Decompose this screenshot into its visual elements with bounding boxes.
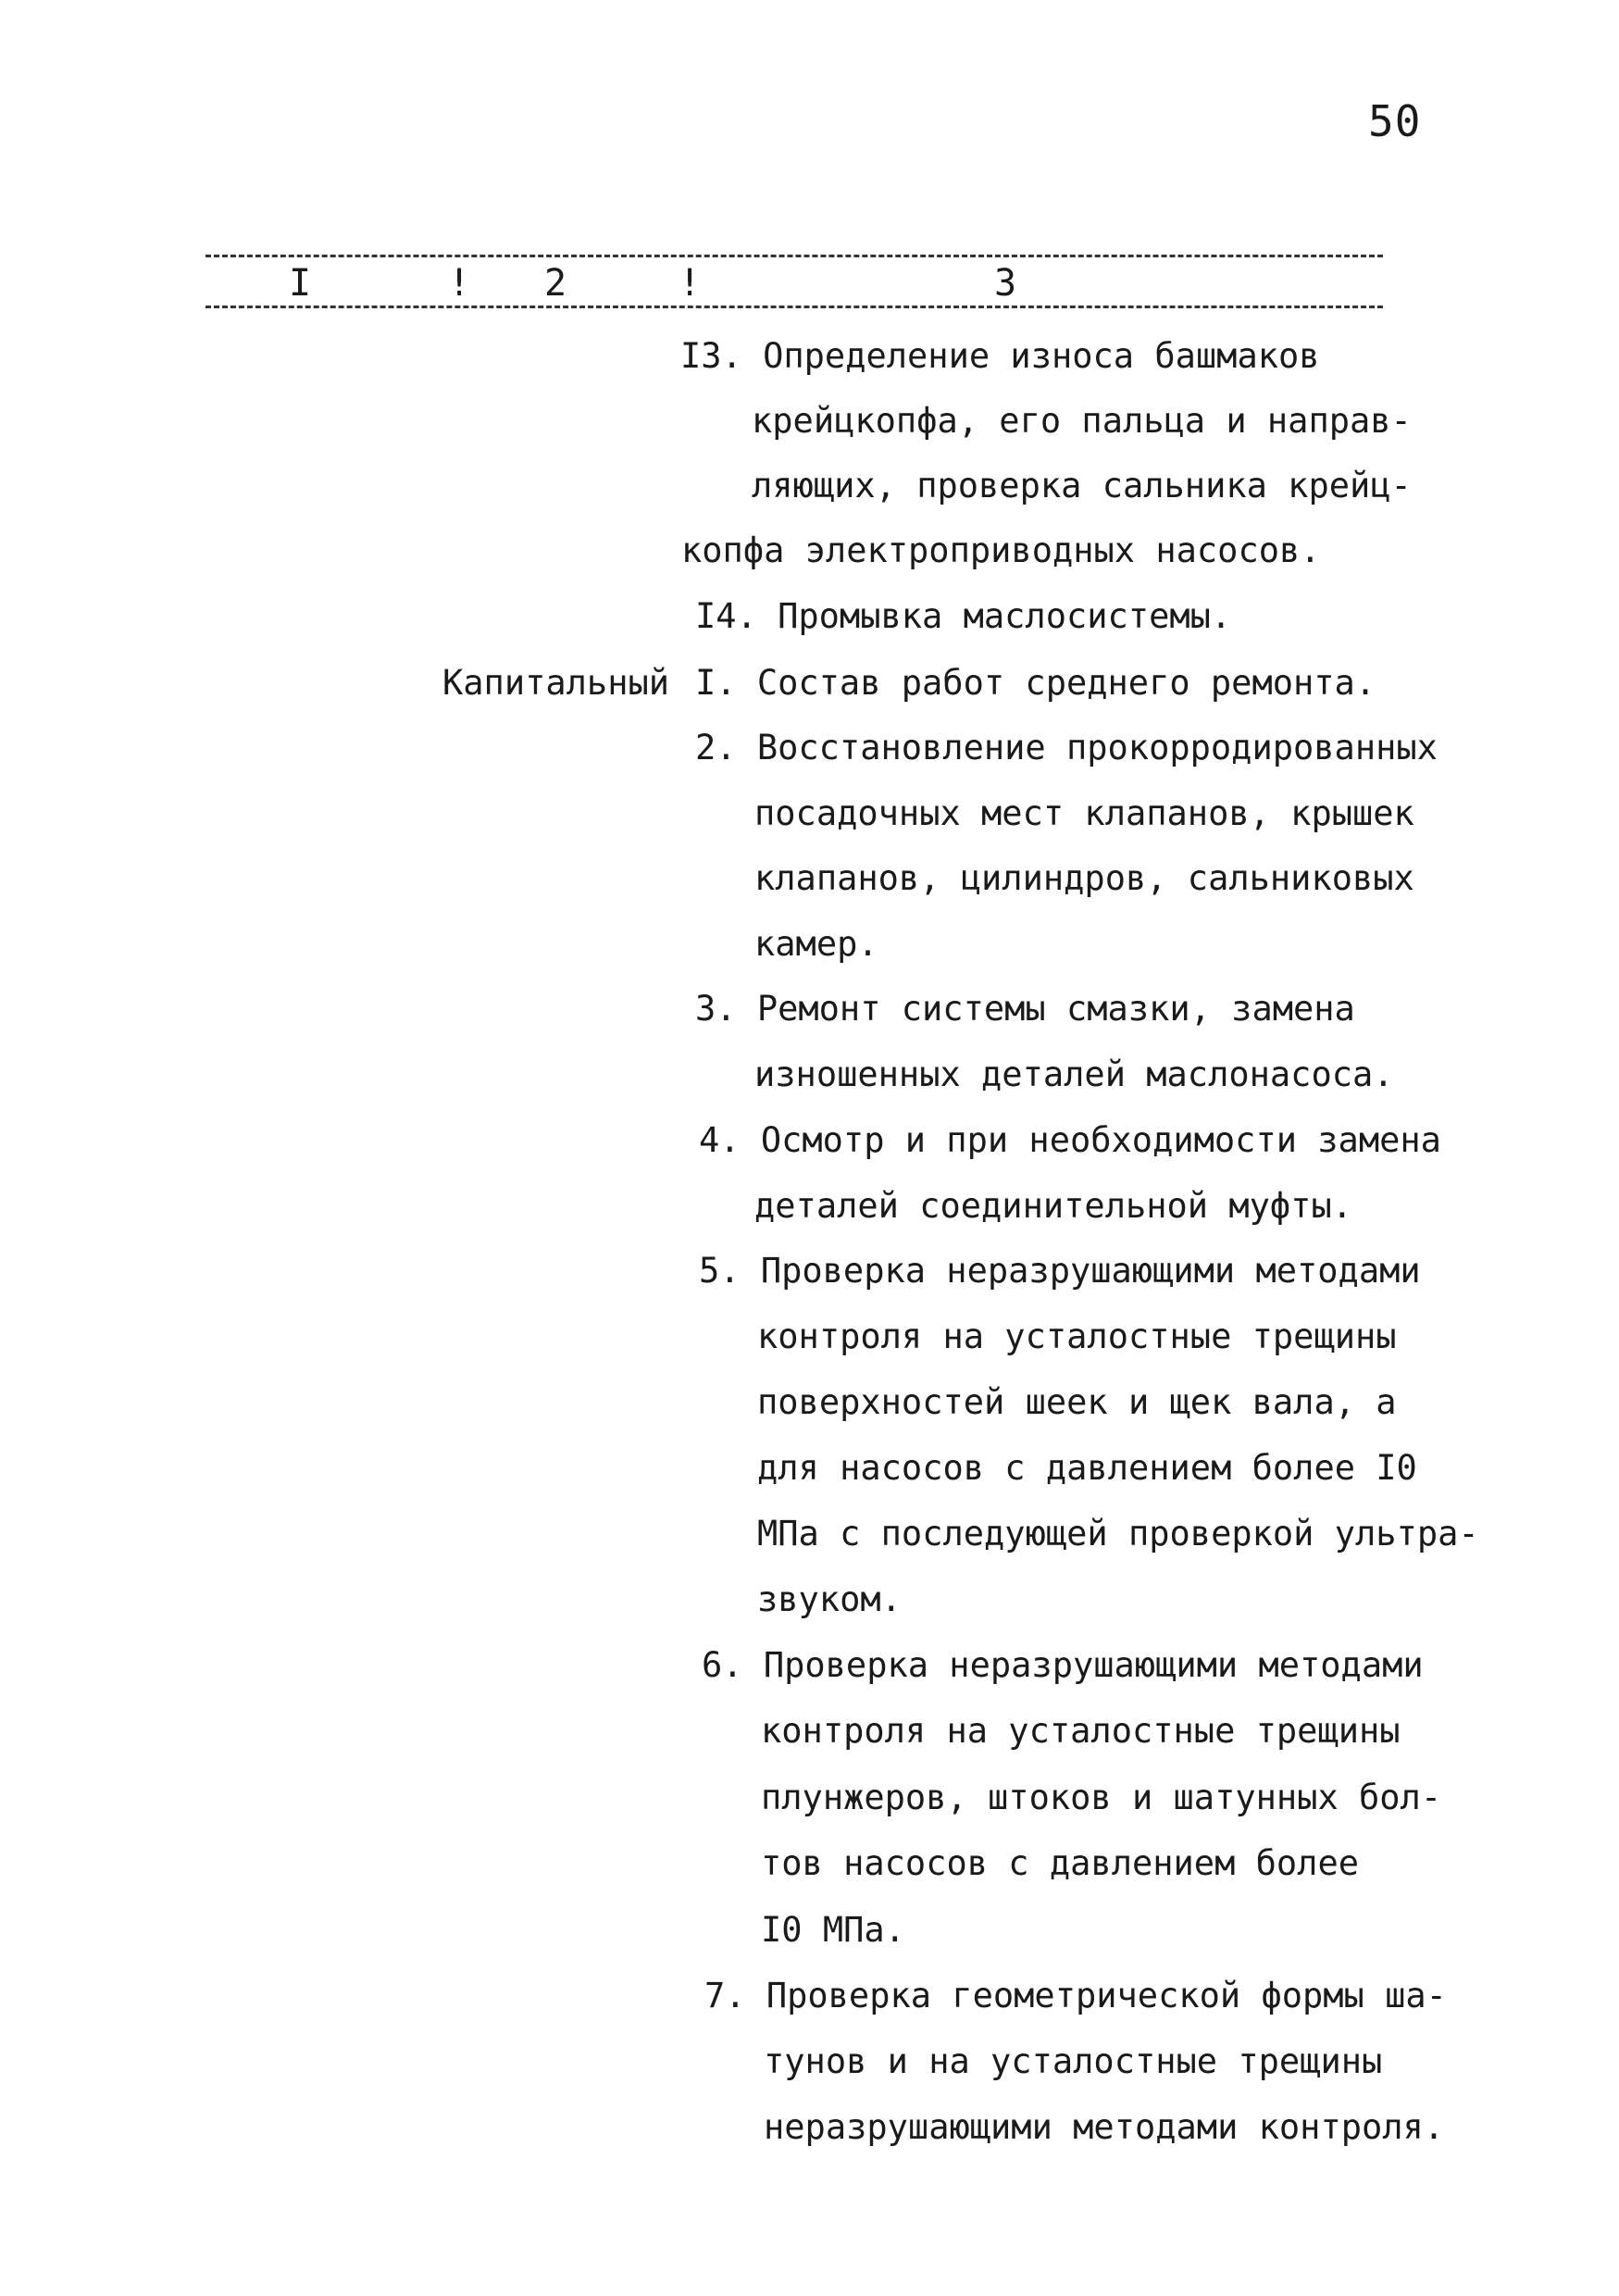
column-header-2: 2	[544, 262, 567, 305]
list-item-3-line-2: изношенных деталей маслонасоса.	[754, 1054, 1394, 1094]
list-item-2-line-3: клапанов, цилиндров, сальниковых	[754, 858, 1414, 898]
list-item-5-line-3: поверхностей шеек и щек вала, а	[757, 1382, 1397, 1422]
list-item-7-line-3: неразрушающими методами контроля.	[764, 2107, 1445, 2147]
list-item-5-line-4: для насосов с давлением более I0	[757, 1448, 1417, 1488]
list-item-6-line-5: I0 МПа.	[761, 1910, 905, 1950]
list-item-13-line-4: копфа электроприводных насосов.	[681, 530, 1321, 570]
list-item-7-line-2: тунов и на усталостные трещины	[764, 2041, 1383, 2081]
list-item-14: I4. Промывка маслосистемы.	[695, 596, 1232, 636]
list-item-5-line-1: 5. Проверка неразрушающими методами	[699, 1251, 1421, 1291]
column-separator-2: !	[679, 262, 702, 305]
list-item-13-line-3: ляющих, проверка сальника крейц-	[752, 466, 1412, 505]
list-item-3-line-1: 3. Ремонт системы смазки, замена	[695, 989, 1355, 1029]
list-item-2-line-2: посадочных мест клапанов, крышек	[754, 793, 1414, 833]
list-item-5-line-6: звуком.	[757, 1579, 902, 1619]
list-item-5-line-5: МПа с последующей проверкой ультра-	[757, 1514, 1479, 1554]
list-item-6-line-3: плунжеров, штоков и шатунных бол-	[761, 1778, 1442, 1817]
list-item-13-line-2: крейцкопфа, его пальца и направ-	[752, 401, 1412, 441]
column-header-3: 3	[994, 262, 1017, 305]
list-item-7-line-1: 7. Проверка геометрической формы ша-	[704, 1976, 1447, 2015]
column-separator-1: !	[448, 262, 471, 305]
list-item-1: I. Состав работ среднего ремонта.	[695, 663, 1376, 703]
list-item-2-line-1: 2. Восстановление прокорродированных	[695, 728, 1438, 767]
list-item-4-line-1: 4. Осмотр и при необходимости замена	[699, 1120, 1441, 1160]
list-item-6-line-2: контроля на усталостные трещины	[761, 1711, 1401, 1751]
column-header-1: I	[289, 262, 312, 305]
list-item-4-line-2: деталей соединительной муфты.	[754, 1186, 1353, 1226]
page-number: 50	[1368, 96, 1422, 146]
list-item-5-line-2: контроля на усталостные трещины	[757, 1316, 1397, 1356]
table-header-top-rule	[205, 255, 1383, 257]
list-item-2-line-4: камер.	[754, 924, 878, 964]
repair-type-label: Капитальный	[442, 663, 670, 703]
list-item-6-line-4: тов насосов с давлением более	[761, 1843, 1360, 1883]
list-item-13-line-1: I3. Определение износа башмаков	[680, 336, 1320, 376]
table-header-bottom-rule	[205, 306, 1383, 308]
list-item-6-line-1: 6. Проверка неразрушающими методами	[702, 1645, 1424, 1685]
